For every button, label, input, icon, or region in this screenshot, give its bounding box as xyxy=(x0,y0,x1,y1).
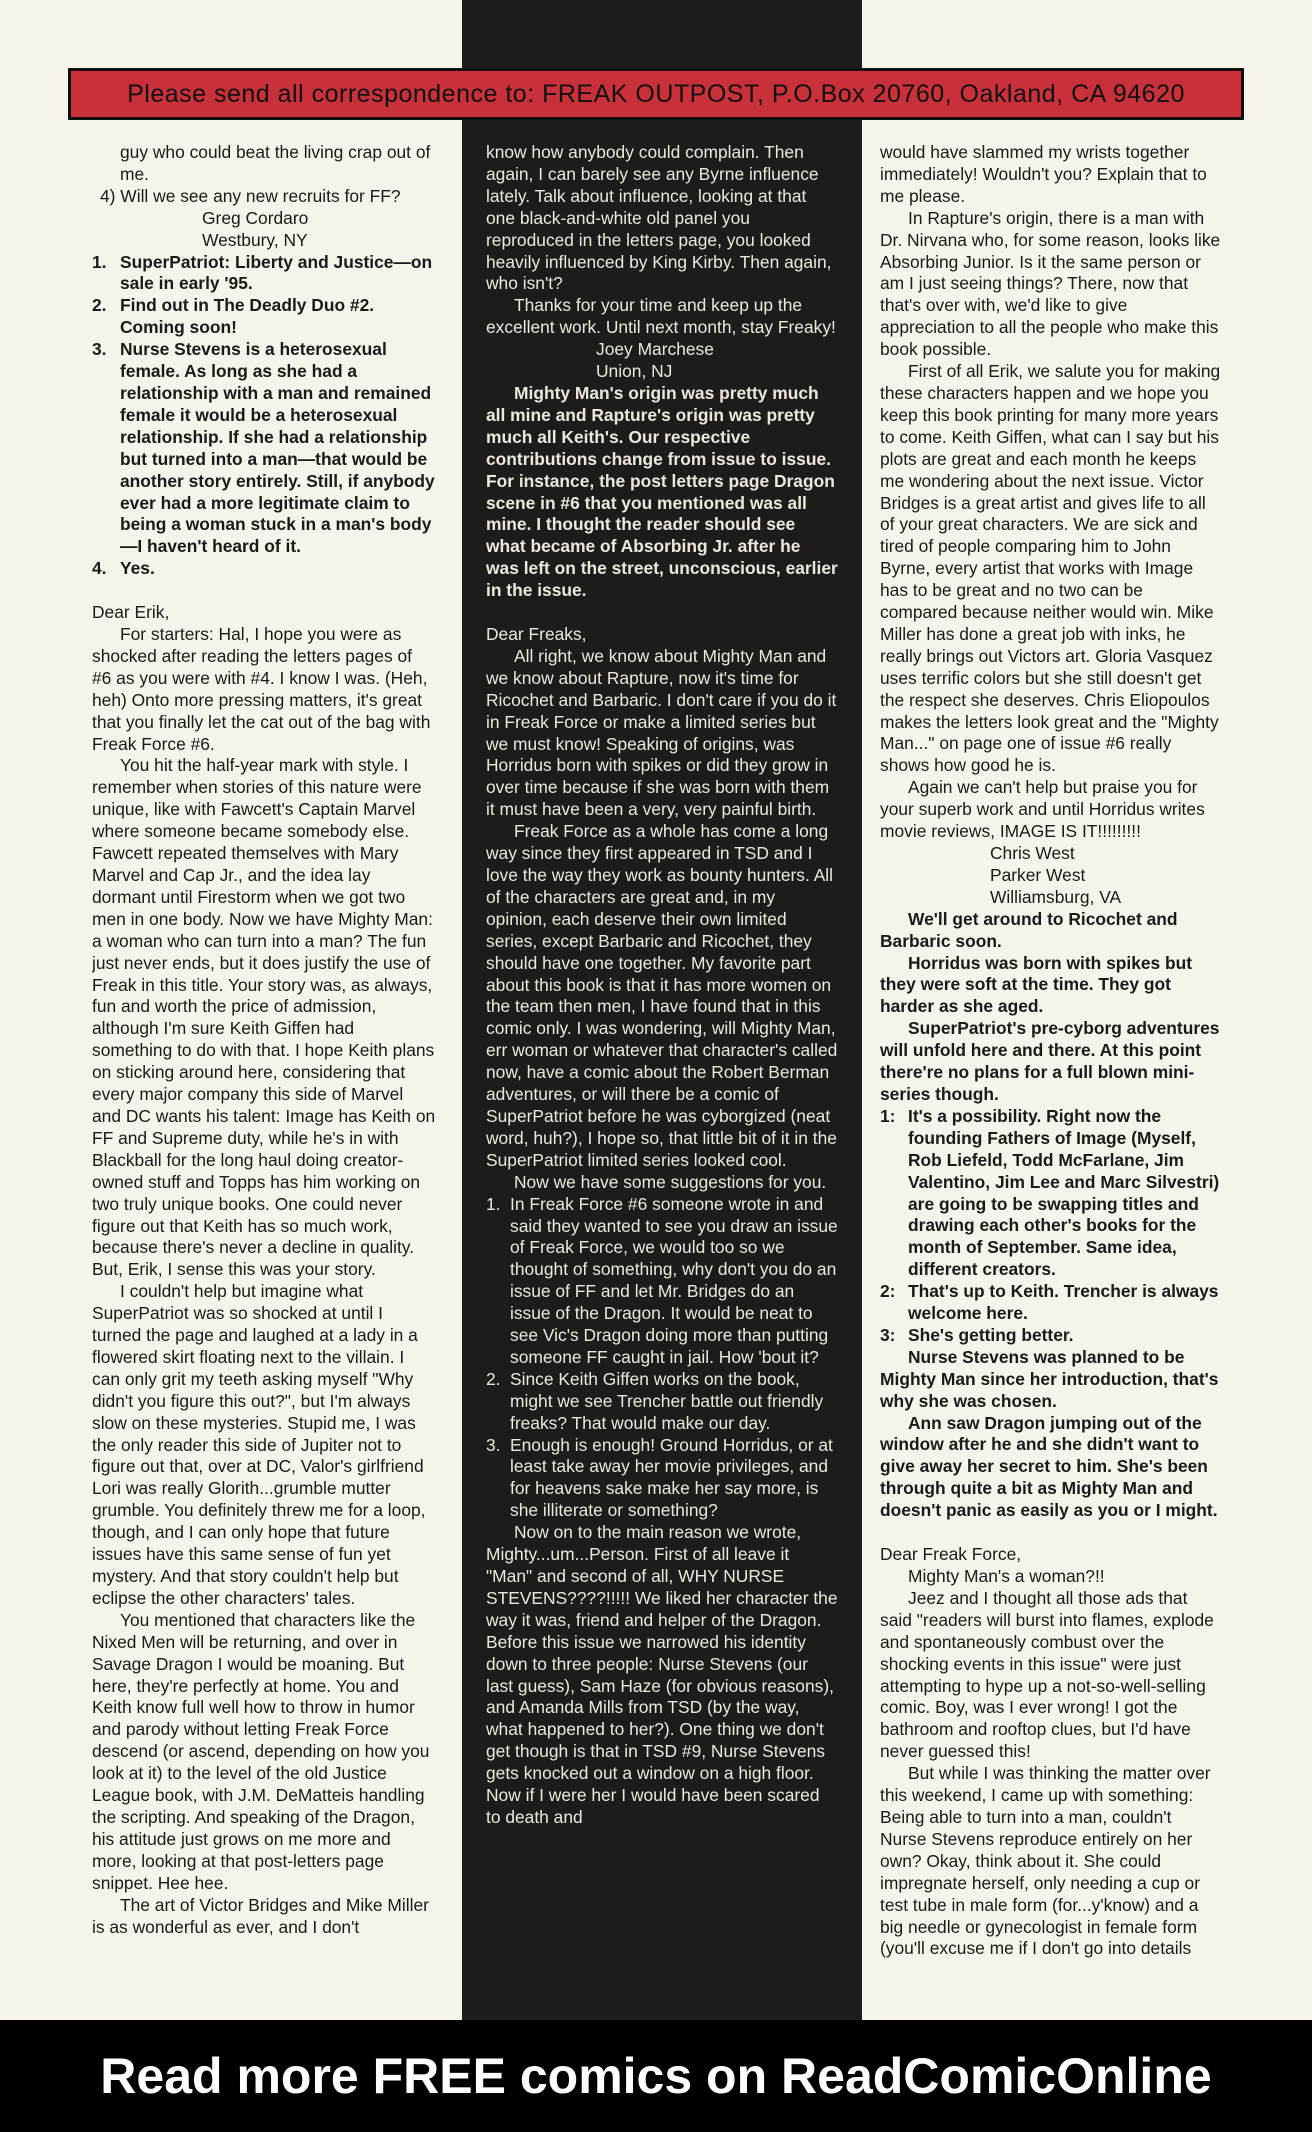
answer-item: 2: That's up to Keith. Trencher is always welcome here. xyxy=(880,1281,1219,1324)
letter-paragraph: Thanks for your time and keep up the excellent work. Until next month, stay Freaky! xyxy=(486,295,836,338)
letter-paragraph: Now on to the main reason we wrote, Mighty...um...Person. First of all leave it "Man" and second of all, WHY NURSE STEVENS????!!!!! We liked her character the way it was, friend and helper of the Dragon. Before this issue we narrowed his identity down to three people: Nurse Stevens (our last guess), Sam Haze (for obvious reasons), and Amanda Mills from TSD (by the way, what happened to her?). One thing we don't get though is that in TSD #9, Nurse Stevens gets knocked out a window on a high floor. Now if I were her I would have been scared to death and xyxy=(486,1522,838,1827)
editor-answer: SuperPatriot's pre-cyborg adventures will unfold here and there. At this point there're no plans for a full blown mini-series though. xyxy=(880,1018,1220,1104)
editor-answer: Nurse Stevens was planned to be Mighty Man since her introduction, that's why she was chosen. xyxy=(880,1346,1219,1411)
right-column xyxy=(880,142,1222,1962)
suggestion-item: 3. Enough is enough! Ground Horridus, or at least take away her movie privileges, and for heavens sake make her say more, is she illiterate or something? xyxy=(486,1434,833,1521)
letter-paragraph: You mentioned that characters like the Nixed Men will be returning, and over in Savage Dragon I would be moaning. But here, they're perfectly at home. You and Keith know full well how to throw in humor and parody without letting Freak Force descend (or ascend, depending on how you look at it) to the level of the old Justice League book, with J.M. DeMatteis handling the scripting. And speaking of the Dragon, his attitude just grows on me more and more, looking at that post-letters page snippet. Hee hee. xyxy=(92,1609,430,1893)
letter-paragraph: Now we have some suggestions for you. xyxy=(514,1171,827,1192)
letter-paragraph: know how anybody could complain. Then again, I can barely see any Byrne influence lately. Talk about influence, looking at that one black-and-white old panel you reproduced in the letters page, you looked heavily influenced by King Kirby. Then again, who isn't? xyxy=(486,142,832,294)
letter-paragraph: You hit the half-year mark with style. I remember when stories of this nature were unique, like with Fawcett's Captain Marvel where someone became somebody else. Fawcett repeated themselves with Mary Marvel and Cap Jr., and the idea lay dormant until Firestorm when we got two men in one body. Now we have Mighty Man: a woman who can turn into a man? The fun just never ends, but it does justify the use of Freak in this title. Your story was, as always, fun and worth the price of admission, although I'm sure Keith Giffen had something to do with that. I hope Keith plans on sticking around here, considering that every major company this side of Marvel and DC wants his talent: Image has Keith on FF and Supreme duty, while he's in with Blackball for the long haul doing creator-owned stuff and Topps has him working on two truly unique books. One could never figure out that Keith has so much work, because there's never a decline in quality. But, Erik, I sense this was your story. xyxy=(92,755,436,1280)
letter-paragraph: But while I was thinking the matter over this weekend, I came up with something: Being able to turn into a man, couldn't Nurse Stevens reproduce entirely on her own? Okay, think about it. She could impregnate herself, only needing a cup or test tube in male form (for...y'know) and a big needle or gynecologist in female form (you'll excuse me if I don't go into details xyxy=(880,1763,1211,1959)
signature-name: Chris West xyxy=(990,843,1075,863)
letter-paragraph: Mighty Man's a woman?!! xyxy=(908,1566,1105,1586)
signature-name: Parker West xyxy=(990,864,1086,885)
letter-salutation: Dear Freaks, xyxy=(486,624,587,645)
editor-answer: Mighty Man's origin was pretty much all mine and Rapture's origin was pretty much all Keith's. Our respective contributions change from issue to issue. For instance, the post letters page Dragon scene in #6 that you mentioned was all mine. I thought the reader should see what became of Absorbing Jr. after he was left on the street, unconscious, earlier in the issue. xyxy=(486,382,838,601)
correspondence-banner: Please send all correspondence to: FREAK OUTPOST, P.O.Box 20760, Oakland, CA 94620 xyxy=(68,68,1244,120)
signature-location: Union, NJ xyxy=(596,361,673,382)
letter-salutation: Dear Freak Force, xyxy=(880,1544,1022,1565)
answer-item: 3: She's getting better. xyxy=(880,1324,1074,1345)
letter-paragraph: First of all Erik, we salute you for making these characters happen and we hope you keep this book printing for many more years to come. Keith Giffen, what can I say but his plots are great and each month he keeps me wondering about the next issue. Victor Bridges is a great artist and gives life to all of your great characters. We are sick and tired of people comparing him to John Byrne, every artist that works with Image has to be great and no two can be compared because neither would win. Mike Miller has done a great job with inks, he really brings out Victors art. Gloria Vasquez uses terrific colors but she still doesn't get the respect she deserves. Chris Eliopoulos makes the letters look great and the "Mighty Man..." on page one of issue #6 really shows how good he is. xyxy=(880,361,1221,776)
middle-column xyxy=(486,142,838,1962)
answer-item: 1: It's a possibility. Right now the founding Fathers of Image (Myself, Rob Liefeld, Todd McFarlane, Jim Valentino, Jim Lee and Marc Silvestri) are going to be swapping titles and drawing each other's books for the month of September. Same idea, different creators. xyxy=(880,1105,1220,1280)
letter-question: 4) Will we see any new recruits for FF? xyxy=(100,185,401,206)
editor-answer: Ann saw Dragon jumping out of the window after he and she didn't want to give away her secret to him. She's been through quite a bit as Mighty Man and doesn't panic as easily as you or I might. xyxy=(880,1412,1218,1521)
answer-item: 3. Nurse Stevens is a heterosexual female. As long as she had a relationship with a man and remained female it would be a heterosexual relationship. If she had a relationship but turned into a man—that would be another story entirely. Still, if anybody ever had a more legitimate claim to being a woman stuck in a man's body—I haven't heard of it. xyxy=(92,339,435,557)
editor-answer: We'll get around to Ricochet and Barbaric soon. xyxy=(880,908,1178,951)
letter-paragraph: The art of Victor Bridges and Mike Miller is as wonderful as ever, and I don't xyxy=(92,1894,429,1937)
site-footer-link[interactable]: Read more FREE comics on ReadComicOnline xyxy=(0,2020,1312,2132)
letter-paragraph: Again we can't help but praise you for your superb work and until Horridus writes movie reviews, IMAGE IS IT!!!!!!!!! xyxy=(880,777,1205,842)
editor-answer: Horridus was born with spikes but they were soft at the time. They got harder as she aged. xyxy=(880,952,1193,1017)
left-column xyxy=(92,142,436,1962)
letter-paragraph: Freak Force as a whole has come a long way since they first appeared in TSD and I love the way they work as bounty hunters. All of the characters are great and, in my opinion, each deserve their own limited series, except Barbaric and Ricochet, they should have one together. My favorite part about this book is that it has more women on the team then men, I have found that in this comic only. I was wondering, will Mighty Man, err woman or whatever that character's called now, have a comic about the Robert Berman adventures, or will there be a comic of SuperPatriot before he was cyborgized (neat word, huh?), I hope so, that little bit of it in the SuperPatriot limited series looked cool. xyxy=(486,821,838,1170)
signature-location: Williamsburg, VA xyxy=(990,886,1122,907)
signature-name: Greg Cordaro xyxy=(202,207,309,228)
letter-paragraph: I couldn't help but imagine what SuperPatriot was so shocked at until I turned the page and laughed at a lady in a flowered skirt floating next to the villain. I can only grit my teeth asking myself "Why didn't you figure this out?", but I'm always slow on these mysteries. Stupid me, I was the only reader this side of Jupiter not to figure out that, over at DC, Valor's girlfriend Lori was really Glorith...grumble mutter grumble. You definitely threw me for a loop, though, and I can only hope that future issues have this same sense of fun yet mystery. And that story couldn't help but eclipse the other characters' tales. xyxy=(92,1281,426,1608)
suggestion-item: 2. Since Keith Giffen works on the book, might we see Trencher battle out friendly freaks? That would make our day. xyxy=(486,1368,824,1433)
answer-item: 2. Find out in The Deadly Duo #2. Coming soon! xyxy=(92,295,375,338)
suggestion-item: 1. In Freak Force #6 someone wrote in and said they wanted to see you draw an issue of Freak Force, we would too so we thought of something, why don't you do an issue of FF and let Mr. Bridges do an issue of the Dragon. It would be neat to see Vic's Dragon doing more than putting someone FF caught in jail. How 'bout it? xyxy=(486,1193,838,1367)
letter-paragraph: would have slammed my wrists together immediately! Wouldn't you? Explain that to me please. xyxy=(880,142,1207,206)
signature-location: Westbury, NY xyxy=(202,229,308,250)
letter-paragraph: For starters: Hal, I hope you were as shocked after reading the letters pages of #6 as you were with #4. I know I was. (Heh, heh) Onto more pressing matters, it's great that you finally let the cat out of the bag with Freak Force #6. xyxy=(92,624,431,754)
letter-paragraph: In Rapture's origin, there is a man with Dr. Nirvana who, for some reason, looks like Absorbing Junior. Is it the same person or am I just seeing things? There, now that that's over with, we'd like to give appreciation to all the people who make this book possible. xyxy=(880,207,1221,360)
signature-name: Joey Marchese xyxy=(596,339,714,360)
answer-item: 4. Yes. xyxy=(92,558,155,579)
letter-salutation: Dear Erik, xyxy=(92,602,170,623)
letter-paragraph: All right, we know about Mighty Man and we know about Rapture, now it's time for Ricochet and Barbaric. I don't care if you do it in Freak Force or make a limited series but we must know! Speaking of origins, was Horridus born with spikes or did they grow in over time because if she was born with them it must have been a very, very painful birth. xyxy=(486,645,837,820)
letter-text: guy who could beat the living crap out of me. xyxy=(120,142,431,184)
answer-item: 1. SuperPatriot: Liberty and Justice—on sale in early '95. xyxy=(92,251,433,294)
letter-paragraph: Jeez and I thought all those ads that said "readers will burst into flames, explode and spontaneously combust over the shocking events in this issue" were just attempting to hype up a not-so-well-selling comic. Boy, was I ever wrong! I got the bathroom and rooftop clues, but I'd have never guessed this! xyxy=(880,1587,1214,1762)
